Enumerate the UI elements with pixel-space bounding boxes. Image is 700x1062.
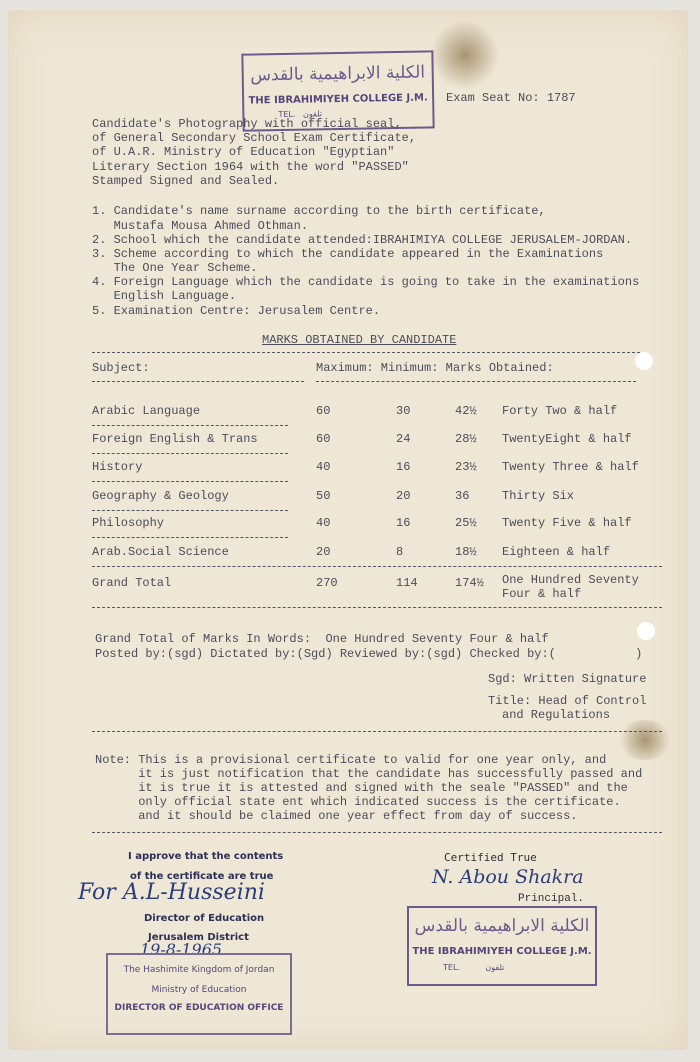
district-label: Jerusalem District [148, 932, 249, 943]
divider [92, 381, 304, 382]
item-line: 5. Examination Centre: Jerusalem Centre. [92, 304, 381, 318]
total-marks: 174½ [455, 576, 484, 590]
intro-line: Literary Section 1964 with the word "PASSED" [92, 160, 409, 174]
intro-line: of U.A.R. Ministry of Education "Egyptian" [92, 145, 395, 159]
stamp-line: Ministry of Education [151, 985, 247, 995]
stamp-line: DIRECTOR OF EDUCATION OFFICE [114, 1003, 284, 1013]
title-line: and Regulations [502, 708, 611, 722]
row-marks: 25½ [455, 516, 477, 530]
approval-line: of the certificate are true [130, 871, 274, 882]
note-line: it is true it is attested and signed with the seale "PASSED" and the [95, 781, 628, 795]
stamp-english-text: THE IBRAHIMIYEH COLLEGE J.M. [412, 946, 592, 957]
stamp-tel: TEL. تلفون [278, 109, 323, 120]
row-words: Forty Two & half [502, 404, 618, 418]
certified-true-label: Certified True [444, 851, 537, 864]
item-line: 3. Scheme according to which the candidate appeared in the Examinations [92, 247, 604, 261]
divider [316, 381, 636, 382]
stain [615, 720, 675, 760]
divider [92, 607, 662, 608]
row-marks: 36 [455, 489, 470, 503]
total-words: Four & half [502, 587, 582, 601]
row-marks: 42½ [455, 404, 477, 418]
handwritten-date: 19-8-1965 [140, 940, 223, 959]
intro-line: Stamped Signed and Sealed. [92, 174, 280, 188]
exam-seat-number: Exam Seat No: 1787 [446, 91, 576, 105]
divider [92, 352, 640, 353]
row-max: 40 [316, 460, 331, 474]
punch-hole [635, 352, 653, 370]
stamp-english-text: THE IBRAHIMIYEH COLLEGE J.M. [248, 92, 428, 107]
director-signature: For A.L-Husseini [78, 880, 265, 905]
row-min: 20 [396, 489, 411, 503]
principal-signature: N. Abou Shakra [432, 866, 584, 888]
intro-line: Candidate's Photography with official seal, [92, 117, 402, 131]
divider [92, 832, 662, 833]
stamp-arabic-text: الكلية الابراهيمية بالقدس [414, 916, 590, 936]
row-min: 30 [396, 404, 411, 418]
note-line: Note: This is a provisional certificate to valid for one year only, and [95, 753, 607, 767]
total-min: 114 [396, 576, 418, 590]
row-max: 60 [316, 432, 331, 446]
row-subject: History [92, 460, 143, 474]
item-line: Mustafa Mousa Ahmed Othman. [92, 219, 309, 233]
row-divider [92, 453, 288, 454]
row-marks: 18½ [455, 545, 477, 559]
header-columns: Maximum: Minimum: Marks Obtained: [316, 361, 554, 375]
stamp-line: The Hashimite Kingdom of Jordan [123, 965, 275, 975]
item-line: The One Year Scheme. [92, 261, 258, 275]
stain [430, 20, 500, 90]
divider [92, 566, 662, 567]
row-max: 60 [316, 404, 331, 418]
row-divider [92, 510, 288, 511]
item-line: 1. Candidate's name surname according to the birth certificate, [92, 204, 546, 218]
total-max: 270 [316, 576, 338, 590]
row-marks: 28½ [455, 432, 477, 446]
stamp-arabic-text: الكلية الابراهيمية بالقدس [250, 62, 426, 86]
row-words: Twenty Five & half [502, 516, 632, 530]
marks-title: MARKS OBTAINED BY CANDIDATE [262, 333, 457, 347]
total-words: One Hundred Seventy [502, 573, 639, 587]
item-line: 2. School which the candidate attended:IBRAHIMIYA COLLEGE JERUSALEM-JORDAN. [92, 233, 633, 247]
stamp-tel: TEL. تلفون [443, 963, 505, 972]
row-subject: Geography & Geology [92, 489, 229, 503]
row-min: 16 [396, 516, 411, 530]
note-line: it is just notification that the candidate has successfully passed and [95, 767, 643, 781]
row-min: 16 [396, 460, 411, 474]
signature-label: Sgd: Written Signature [488, 672, 647, 686]
row-words: TwentyEight & half [502, 432, 632, 446]
approval-line: I approve that the contents [128, 851, 284, 862]
row-min: 8 [396, 545, 404, 559]
title-line: Title: Head of Control [488, 694, 647, 708]
row-words: Eighteen & half [502, 545, 611, 559]
note-line: and it should be claimed one year effect from day of success. [95, 809, 578, 823]
row-max: 40 [316, 516, 331, 530]
row-subject: Arab.Social Science [92, 545, 229, 559]
principal-label: Principal. [518, 893, 585, 905]
row-words: Thirty Six [502, 489, 575, 503]
punch-hole [637, 622, 655, 640]
row-divider [92, 425, 288, 426]
row-divider [92, 537, 288, 538]
total-subject: Grand Total [92, 576, 172, 590]
grand-total-in-words: Grand Total of Marks In Words: One Hundred Seventy Four & half [95, 632, 549, 646]
row-subject: Foreign English & Trans [92, 432, 258, 446]
row-subject: Arabic Language [92, 404, 201, 418]
posted-by-line: Posted by:(sgd) Dictated by:(Sgd) Reviewed by:(sgd) Checked by:( ) [95, 647, 643, 661]
item-line: 4. Foreign Language which the candidate is going to take in the examinations [92, 275, 640, 289]
row-marks: 23½ [455, 460, 477, 474]
header-subject: Subject: [92, 361, 150, 375]
divider [92, 731, 662, 732]
director-title: Director of Education [144, 913, 265, 924]
row-subject: Philosophy [92, 516, 165, 530]
row-max: 50 [316, 489, 331, 503]
row-divider [92, 481, 288, 482]
row-words: Twenty Three & half [502, 460, 639, 474]
intro-line: of General Secondary School Exam Certificate, [92, 131, 417, 145]
row-min: 24 [396, 432, 411, 446]
ministry-stamp [106, 953, 292, 1035]
note-line: only official state ent which indicated success is the certificate. [95, 795, 621, 809]
college-stamp-bottom [407, 906, 597, 986]
item-line: English Language. [92, 289, 237, 303]
row-max: 20 [316, 545, 331, 559]
